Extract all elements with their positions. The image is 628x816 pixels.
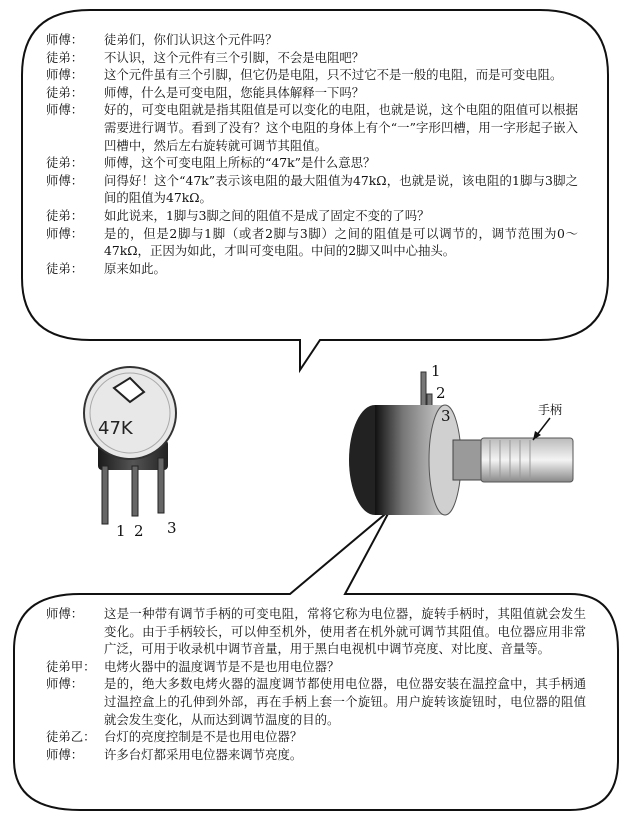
dialogue-line: [46, 675, 586, 728]
speaker-label: 徒弟：: [46, 260, 84, 276]
dialogue-text: 如此说来，1脚与3脚之间的阻值不是成了固定不变的了吗？: [104, 207, 430, 223]
dialogue-text: 是的，但是2脚与1脚（或者2脚与3脚）之间的阻值是可以调节的，调节范围为0～47kΩ，正因为如此，才叫可变电阻。中间的2脚又叫中心抽头。: [104, 225, 578, 259]
pin-1-lead: [102, 466, 108, 524]
speaker-label: 师傅：: [46, 67, 84, 83]
speaker-label: 徒弟乙：: [46, 729, 96, 745]
speaker-label: 徒弟：: [46, 49, 84, 65]
pot-bushing: [453, 440, 483, 480]
dialogue-line: [46, 746, 586, 764]
pot-shaft: [481, 438, 573, 482]
dialogue-text: 问得好！这个“47k”表示该电阻的最大阻值为47kΩ，也就是说，该电阻的1脚与3脚之间的阻值为47kΩ。: [104, 172, 578, 206]
top-dialogue: [46, 31, 578, 277]
left-pin-1-label: 1: [116, 522, 126, 540]
dialogue-line: [46, 225, 578, 260]
speaker-label: 徒弟：: [46, 207, 84, 223]
left-pin-2-label: 2: [134, 522, 144, 540]
speaker-label: 师傅：: [46, 32, 84, 47]
dialogue-line: [46, 154, 578, 172]
dialogue-line: [46, 49, 578, 67]
left-pin-3-label: 3: [167, 519, 177, 537]
dialogue-text: 台灯的亮度控制是不是也用电位器？: [104, 729, 303, 745]
right-pin-1-label: 1: [431, 362, 441, 380]
dialogue-text: 原来如此。: [104, 260, 166, 276]
dialogue-text: 是的，绝大多数电烤火器的温度调节都使用电位器，电位器安装在温控盒中，其手柄通过温控盒上的孔伸到外部，再在手柄上套一个旋钮。用户旋转该旋钮时，电位器的阻值就会发生变化，从而达到调节温度的目的。: [104, 676, 586, 727]
dialogue-line: [46, 658, 586, 676]
dialogue-line: [46, 260, 578, 278]
bottom-dialogue: [46, 605, 586, 763]
speaker-label: 师傅：: [46, 676, 84, 692]
dialogue-line: [46, 728, 586, 746]
dialogue-line: [46, 605, 586, 658]
dialogue-text: 好的，可变电阻就是指其阻值是可以变化的电阻，也就是说，这个电阻的阻值可以根据需要进行调节。看到了没有？这个电阻的身体上有个“一”字形凹槽，用一字形起子嵌入凹槽中，然后左右旋转就可调节其阻值。: [104, 102, 578, 153]
dialogue-text: 电烤火器中的温度调节是不是也用电位器？: [104, 658, 340, 674]
dialogue-text: 不认识，这个元件有三个引脚，不会是电阻吧？: [104, 49, 365, 65]
dialogue-line: [46, 101, 578, 154]
dialogue-text: 这个元件虽有三个引脚，但它仍是电阻，只不过它不是一般的电阻，而是可变电阻。: [104, 67, 563, 83]
trimmer-marking: 47K: [98, 418, 133, 439]
pin-3-lead: [158, 458, 164, 513]
speaker-label: 师傅：: [46, 102, 84, 118]
trimmer-resistor-photo: [70, 358, 190, 538]
speaker-label: 徒弟：: [46, 155, 84, 171]
speaker-label: 徒弟：: [46, 84, 84, 100]
dialogue-text: 徒弟们，你们认识这个元件吗？: [104, 32, 278, 47]
dialogue-line: [46, 172, 578, 207]
dialogue-line: [46, 66, 578, 84]
speaker-label: 徒弟甲：: [46, 658, 96, 674]
right-pin-2-label: 2: [436, 384, 446, 402]
handle-label: 手柄: [538, 403, 563, 417]
speaker-label: 师傅：: [46, 172, 84, 188]
dialogue-line: [46, 207, 578, 225]
dialogue-line: [46, 31, 578, 49]
rotary-potentiometer-photo: [345, 360, 605, 520]
dialogue-text: 许多台灯都采用电位器来调节亮度。: [104, 746, 303, 762]
dialogue-text: 这是一种带有调节手柄的可变电阻，常将它称为电位器，旋转手柄时，其阻值就会发生变化。由于手柄较长，可以伸至机外，使用者在机外就可调节其阻值。电位器应用非常广泛，可用于收录机中调节音量，用于黑白电视机中调节亮度、对比度、音量等。: [104, 606, 586, 657]
right-pin-3-label: 3: [441, 407, 451, 425]
dialogue-text: 师傅，什么是可变电阻，您能具体解释一下吗？: [104, 84, 365, 100]
pin-2-lead: [132, 466, 138, 516]
dialogue-line: [46, 84, 578, 102]
speaker-label: 师傅：: [46, 746, 84, 762]
speaker-label: 师傅：: [46, 606, 84, 621]
dialogue-text: 师傅，这个可变电阻上所标的“47k”是什么意思？: [104, 155, 376, 171]
speaker-label: 师傅：: [46, 225, 84, 241]
